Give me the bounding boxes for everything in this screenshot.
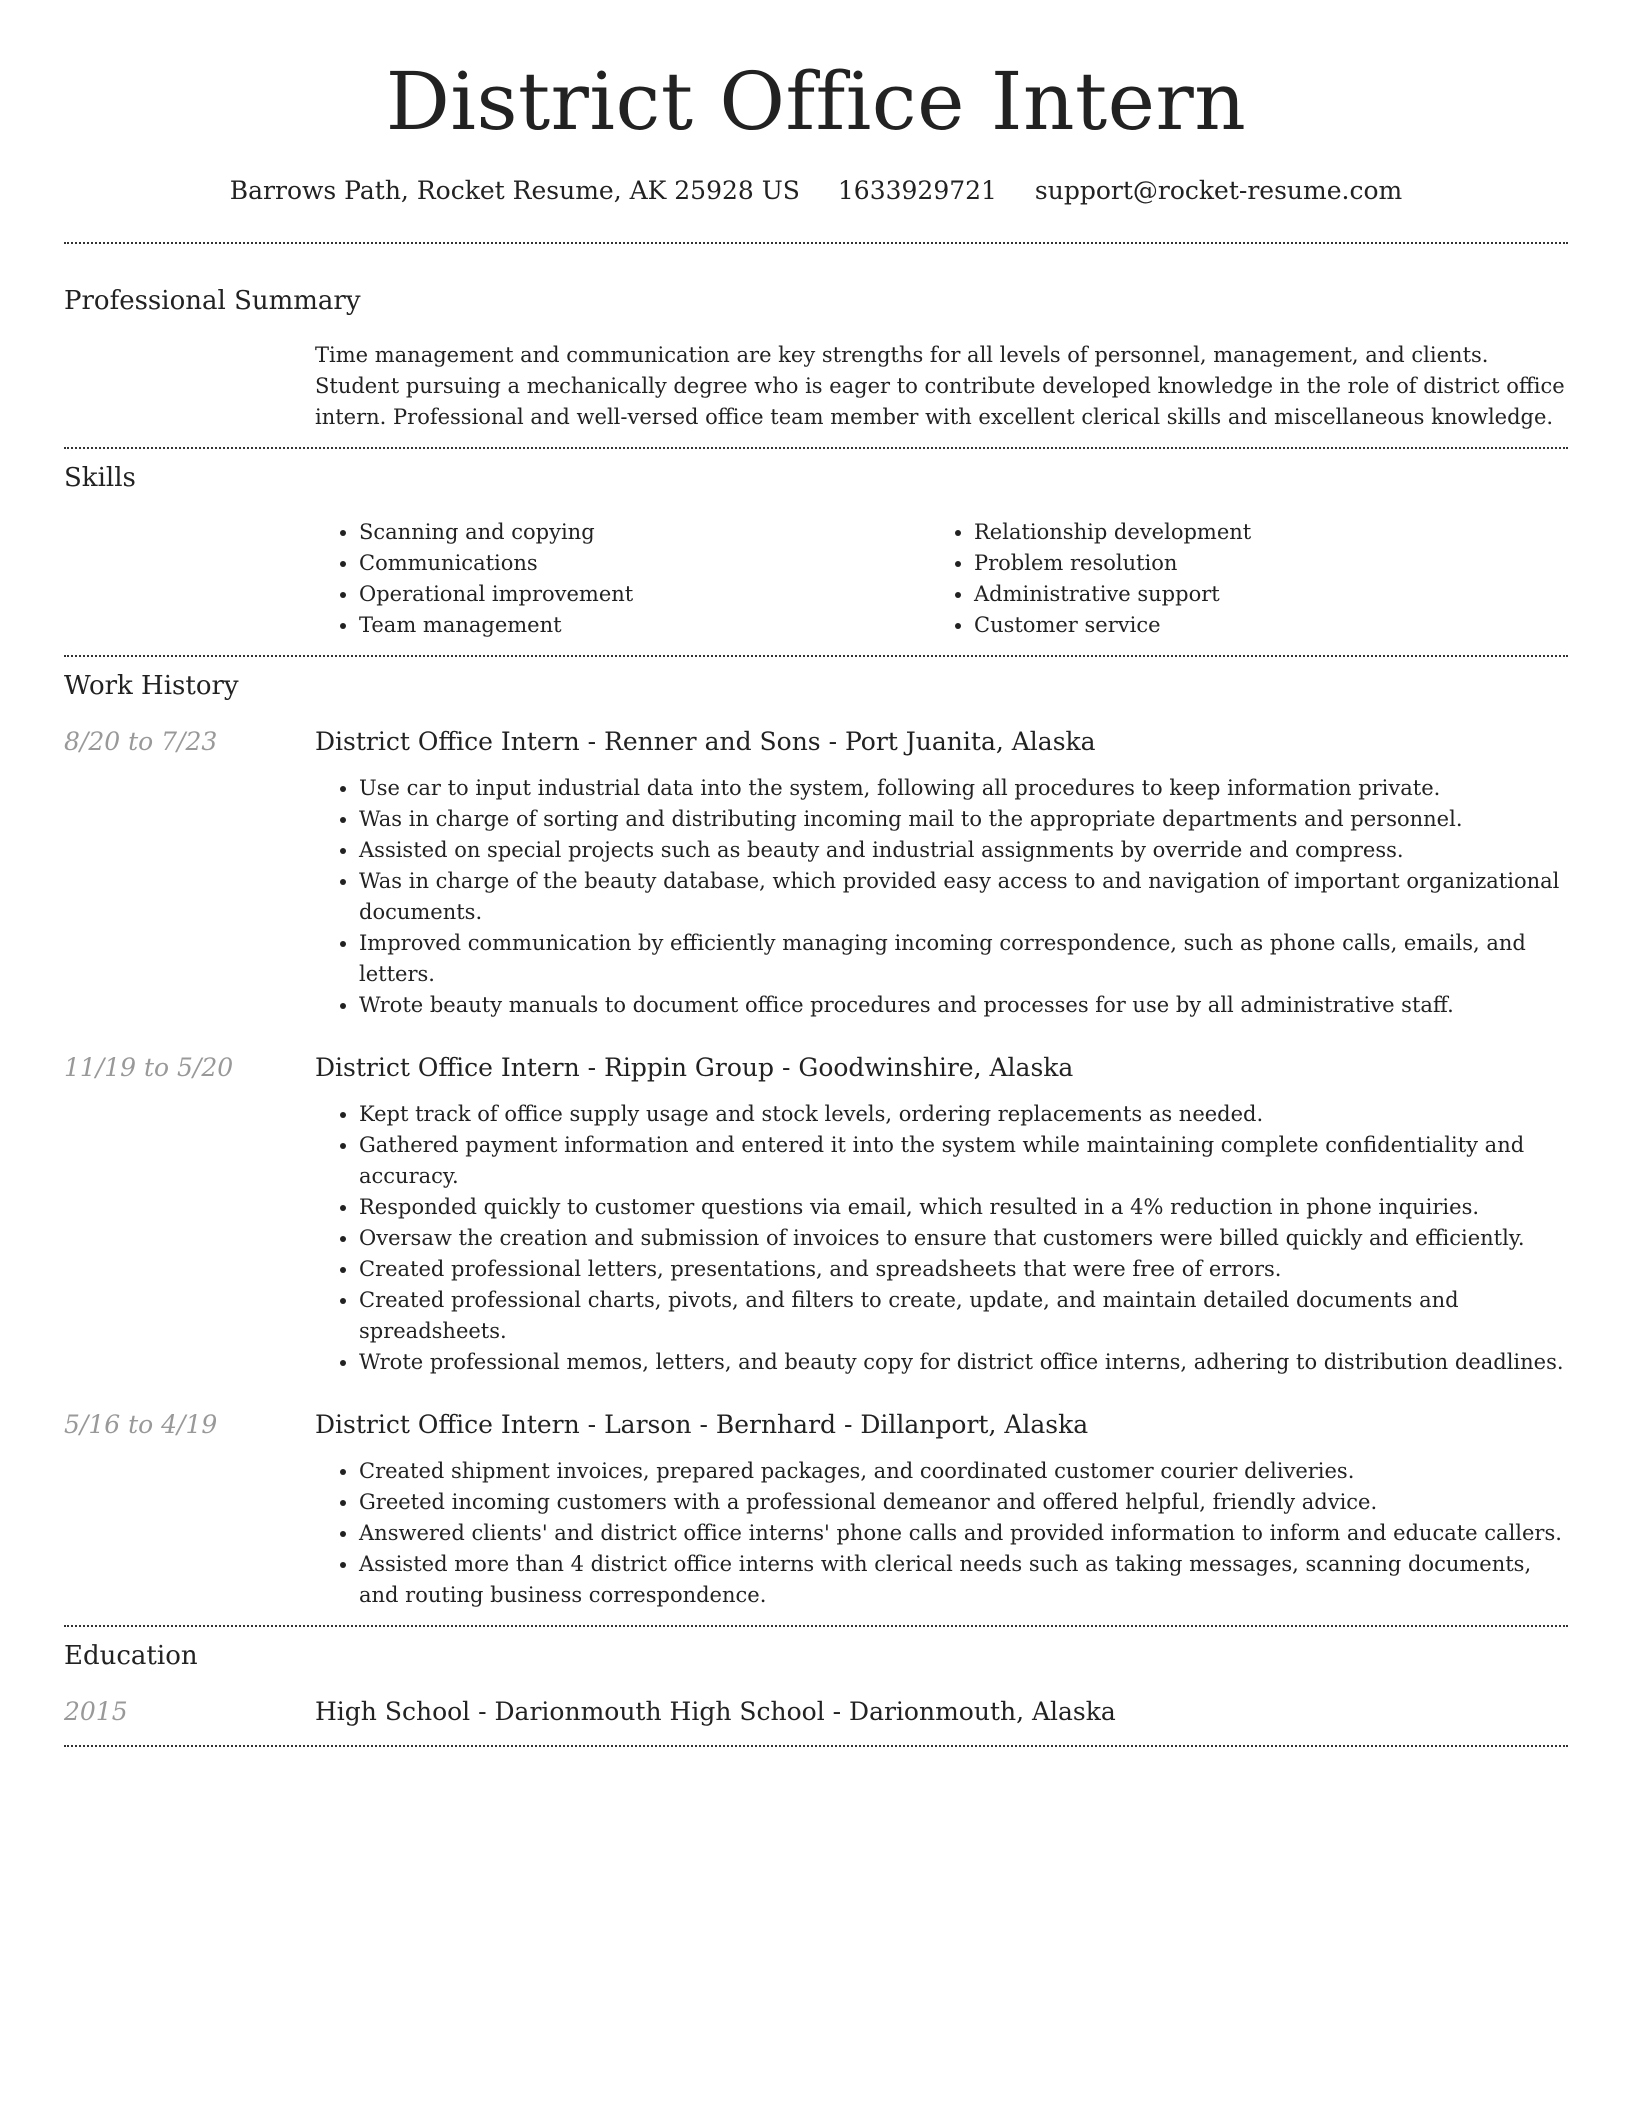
candidate-name: District Office Intern (385, 55, 1247, 148)
job-heading: District Office Intern - Larson - Bernhard - Dillanport, Alaska (315, 1410, 1089, 1439)
section-title-education: Education (64, 1641, 198, 1671)
job-bullets (315, 1456, 1568, 1611)
skills-list-right (930, 517, 1251, 641)
job-heading: District Office Intern - Renner and Sons - Port Juanita, Alaska (315, 727, 1096, 756)
section-title-work: Work History (64, 671, 239, 701)
work-history-section (64, 669, 1568, 1611)
job-bullet: • Created professional letters, presentations, and spreadsheets that were free of errors. (359, 1254, 1568, 1285)
job-bullet: • Use car to input industrial data into the system, following all procedures to keep information private. (359, 773, 1568, 804)
job-dates: 11/19 to 5/20 (64, 1053, 234, 1082)
divider (64, 242, 1568, 244)
job-dates: 8/20 to 7/23 (64, 727, 218, 756)
contact-email: support@rocket-resume.com (1034, 176, 1403, 205)
divider (64, 655, 1568, 657)
section-title-summary: Professional Summary (64, 286, 361, 316)
contact-phone: 1633929721 (837, 176, 997, 205)
job-bullet: • Created professional charts, pivots, and filters to create, update, and maintain detailed documents and spreadsheets. (359, 1285, 1568, 1347)
job-dates: 5/16 to 4/19 (64, 1410, 218, 1439)
job-bullet: • Gathered payment information and entered it into the system while maintaining complete confidentiality and accuracy. (359, 1130, 1568, 1192)
job-bullet: • Oversaw the creation and submission of invoices to ensure that customers were billed quickly and efficiently. (359, 1223, 1568, 1254)
job-entry (64, 725, 1568, 1021)
education-entry (64, 1695, 1568, 1729)
job-bullet: • Wrote professional memos, letters, and beauty copy for district office interns, adhering to distribution deadlines. (359, 1347, 1568, 1378)
section-title-skills: Skills (64, 463, 136, 493)
job-bullet: • Responded quickly to customer questions via email, which resulted in a 4% reduction in phone inquiries. (359, 1192, 1568, 1223)
job-bullet: • Answered clients' and district office interns' phone calls and provided information to inform and educate callers. (359, 1518, 1568, 1549)
skills-list-left (315, 517, 930, 641)
education-year: 2015 (64, 1697, 128, 1726)
divider (64, 1745, 1568, 1747)
job-bullet: • Kept track of office supply usage and stock levels, ordering replacements as needed. (359, 1099, 1568, 1130)
contact-address: Barrows Path, Rocket Resume, AK 25928 US (229, 176, 800, 205)
skill-item: • Administrative support (974, 579, 1251, 610)
job-bullet: • Assisted on special projects such as beauty and industrial assignments by override and compress. (359, 835, 1568, 866)
education-section (64, 1639, 1568, 1729)
divider (64, 447, 1568, 449)
job-entry (64, 1051, 1568, 1378)
job-bullet: • Greeted incoming customers with a professional demeanor and offered helpful, friendly advice. (359, 1487, 1568, 1518)
job-heading: District Office Intern - Rippin Group - Goodwinshire, Alaska (315, 1053, 1074, 1082)
summary-section (64, 284, 1568, 433)
education-heading: High School - Darionmouth High School - Darionmouth, Alaska (315, 1697, 1116, 1726)
job-bullets (315, 773, 1568, 1021)
job-bullet: • Improved communication by efficiently managing incoming correspondence, such as phone calls, emails, and letters. (359, 928, 1568, 990)
skill-item: • Problem resolution (974, 548, 1251, 579)
contact-line (64, 174, 1568, 208)
skill-item: • Customer service (974, 610, 1251, 641)
job-bullet: • Created shipment invoices, prepared packages, and coordinated customer courier deliveries. (359, 1456, 1568, 1487)
skill-item: • Operational improvement (359, 579, 930, 610)
skill-item: • Relationship development (974, 517, 1251, 548)
job-bullet: • Was in charge of the beauty database, which provided easy access to and navigation of important organizational documents. (359, 866, 1568, 928)
job-bullet: • Was in charge of sorting and distributing incoming mail to the appropriate departments and personnel. (359, 804, 1568, 835)
skill-item: • Communications (359, 548, 930, 579)
job-bullet: • Wrote beauty manuals to document office procedures and processes for use by all administrative staff. (359, 990, 1568, 1021)
summary-text: Time management and communication are key strengths for all levels of personnel, management, and clients. Student pursuing a mechanically degree who is eager to contribute developed knowledge in the role of district office intern. Professional and well-versed office team member with excellent clerical skills and miscellaneous knowledge. (315, 343, 1565, 429)
skill-item: • Scanning and copying (359, 517, 930, 548)
job-entry (64, 1408, 1568, 1611)
job-bullets (315, 1099, 1568, 1378)
skills-section (64, 461, 1568, 641)
divider (64, 1625, 1568, 1627)
skill-item: • Team management (359, 610, 930, 641)
job-bullet: • Assisted more than 4 district office interns with clerical needs such as taking messages, scanning documents, and routing business correspondence. (359, 1549, 1568, 1611)
